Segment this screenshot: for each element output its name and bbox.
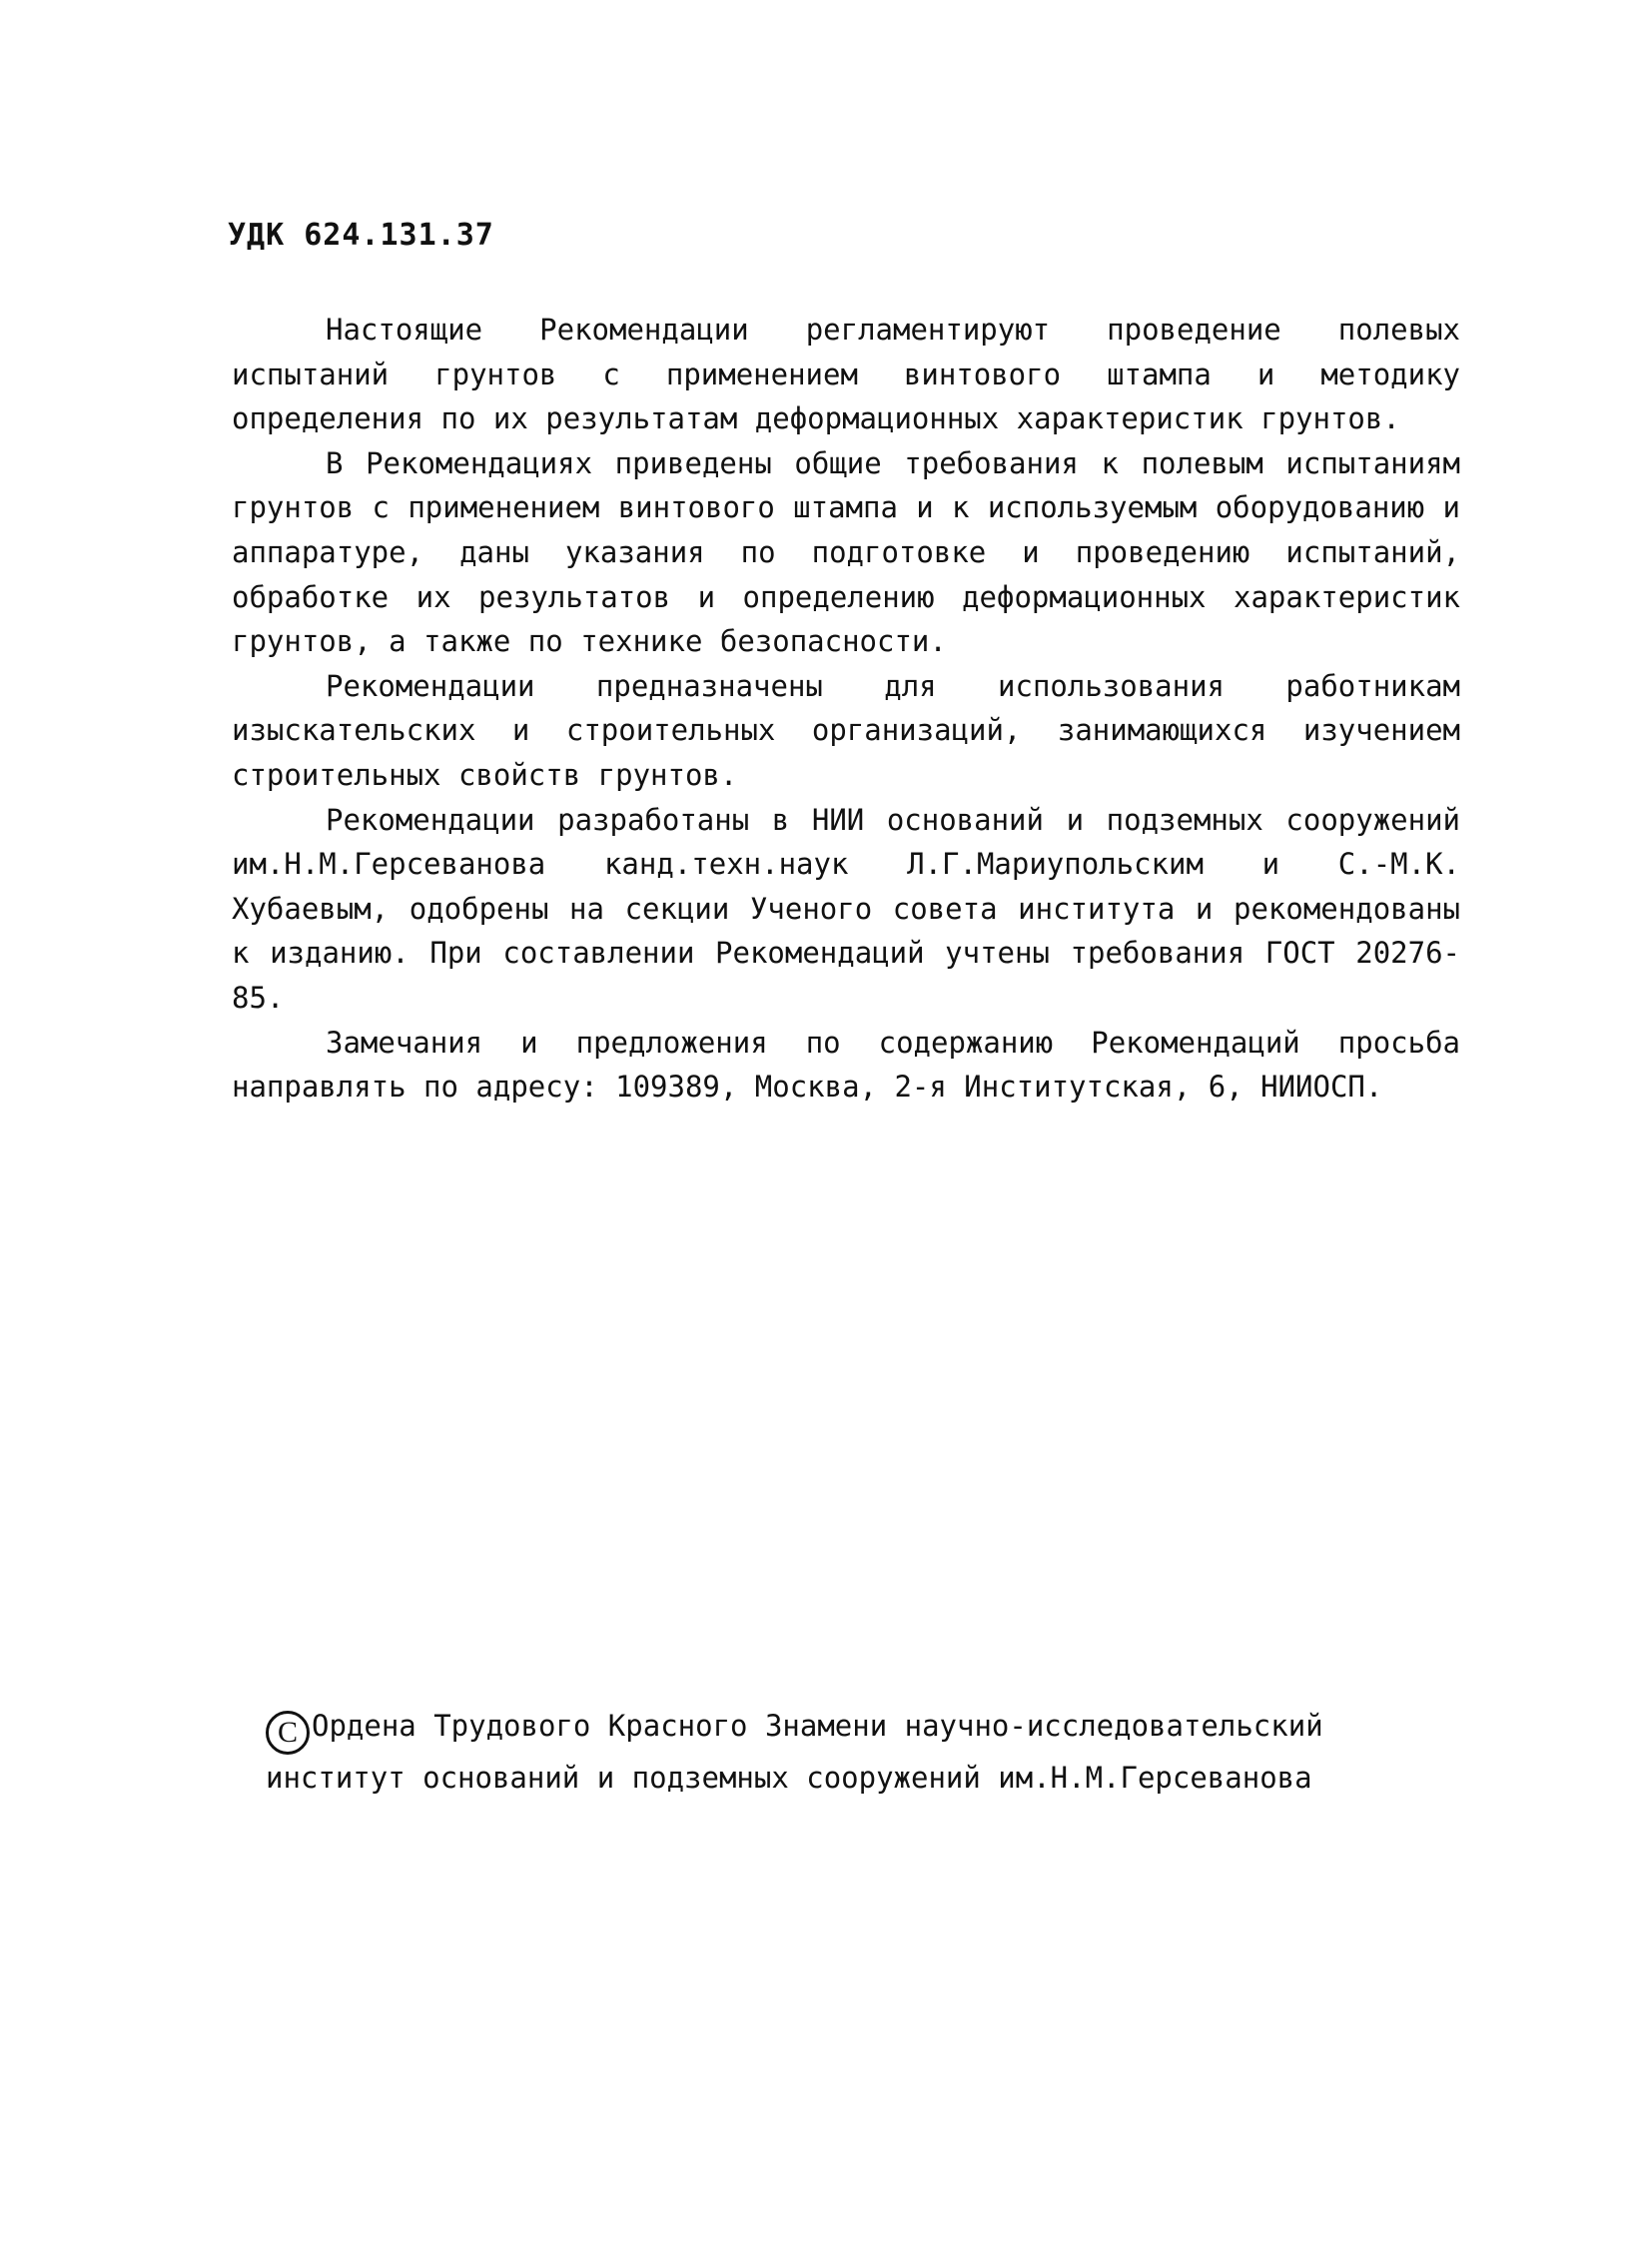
copyright-icon: С [266,1711,310,1755]
paragraph-contents: В Рекомендациях приведены общие требования к полевым испытаниям грунтов с применением винтового штампа и к используемым оборудованию и аппаратуре, даны указания по подготовке и проведению испытаний, обработке их результатов и определению деформационных характеристик грунтов, а также по технике безопасности. [232,445,1460,659]
paragraph-feedback-address: Замечания и предложения по содержанию Рекомендаций просьба направлять по адресу: 109389, Москва, 2-я Институтская, 6, НИИОСП. [232,1025,1460,1105]
copyright-notice [266,1703,1404,1802]
annotation-text [232,308,1460,1110]
copyright-holder: Ордена Трудового Красного Знамени научно-исследовательский институт оснований и подземных сооружений им.Н.М.Герсеванова [266,1709,1323,1795]
paragraph-audience: Рекомендации предназначены для использования работникам изыскательских и строительных организаций, занимающихся изучением строительных свойств грунтов. [232,668,1460,792]
paragraph-authors: Рекомендации разработаны в НИИ оснований и подземных сооружений им.Н.М.Герсеванова канд.техн.наук Л.Г.Мариупольским и С.-М.К. Хубаевым, одобрены на секции Ученого совета института и рекомендованы к изданию. При составлении Рекомендаций учтены требования ГОСТ 20276-85. [232,802,1460,1015]
paragraph-scope: Настоящие Рекомендации регламентируют проведение полевых испытаний грунтов с применением винтового штампа и методику определения по их результатам деформационных характеристик грунтов. [232,313,1460,436]
udc-code: УДК 624.131.37 [228,218,494,253]
